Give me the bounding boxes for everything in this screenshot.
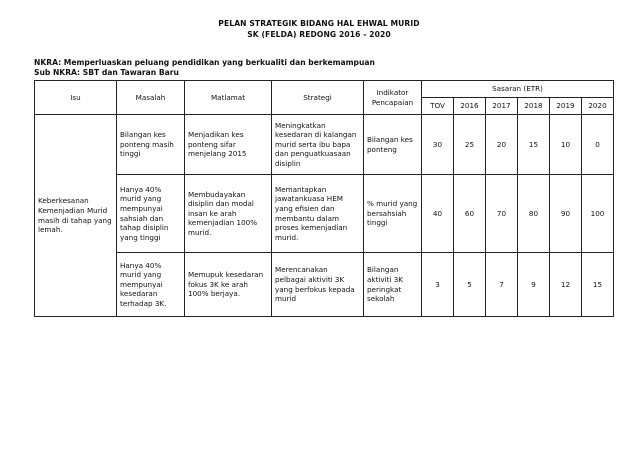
value-cell: 0 [582,115,614,175]
strategi-cell: Meningkatkan kesedaran di kalangan murid serta ibu bapa dan penguatkuasaan disiplin [272,115,364,175]
indikator-cell: Bilangan aktiviti 3K peringkat sekolah [364,253,422,317]
header-masalah: Masalah [117,81,185,115]
header-year: TOV [422,98,454,115]
document-title [0,18,638,40]
value-cell: 12 [550,253,582,317]
indikator-cell: Bilangan kes ponteng [364,115,422,175]
isu-cell: Keberkesanan Kemenjadian Murid masih di tahap yang lemah. [35,115,117,317]
masalah-cell: Hanya 40% murid yang mempunyai kesedaran terhadap 3K. [117,253,185,317]
header-matlamat: Matlamat [185,81,272,115]
value-cell: 15 [582,253,614,317]
sub-nkra-label: Sub NKRA: SBT dan Tawaran Baru [34,68,179,77]
value-cell: 60 [454,175,486,253]
value-cell: 15 [518,115,550,175]
header-year: 2016 [454,98,486,115]
value-cell: 5 [454,253,486,317]
value-cell: 90 [550,175,582,253]
header-year: 2017 [486,98,518,115]
value-cell: 70 [486,175,518,253]
strategic-plan-table [34,80,614,317]
value-cell: 100 [582,175,614,253]
strategi-cell: Memantapkan jawatankuasa HEM yang efisien dan membantu dalam proses kemenjadian murid. [272,175,364,253]
header-year: 2020 [582,98,614,115]
masalah-cell: Hanya 40% murid yang mempunyai sahsiah dan tahap disiplin yang tinggi [117,175,185,253]
value-cell: 40 [422,175,454,253]
matlamat-cell: Menjadikan kes ponteng sifar menjelang 2015 [185,115,272,175]
value-cell: 25 [454,115,486,175]
header-sasaran: Sasaran (ETR) [422,81,614,98]
value-cell: 30 [422,115,454,175]
title-line-2: SK (FELDA) REDONG 2016 - 2020 [247,30,391,39]
title-line-1: PELAN STRATEGIK BIDANG HAL EHWAL MURID [218,19,420,28]
masalah-cell: Bilangan kes ponteng masih tinggi [117,115,185,175]
header-isu: Isu [35,81,117,115]
strategi-cell: Merencanakan pelbagai aktiviti 3K yang berfokus kepada murid [272,253,364,317]
table-row [35,253,614,317]
value-cell: 7 [486,253,518,317]
value-cell: 9 [518,253,550,317]
value-cell: 3 [422,253,454,317]
header-year: 2018 [518,98,550,115]
indikator-cell: % murid yang bersahsiah tinggi [364,175,422,253]
value-cell: 20 [486,115,518,175]
header-year: 2019 [550,98,582,115]
value-cell: 10 [550,115,582,175]
table-row [35,175,614,253]
nkra-label: NKRA: Memperluaskan peluang pendidikan yang berkualiti dan berkemampuan [34,58,375,67]
value-cell: 80 [518,175,550,253]
table-row [35,115,614,175]
header-strategi: Strategi [272,81,364,115]
matlamat-cell: Memupuk kesedaran fokus 3K ke arah 100% berjaya. [185,253,272,317]
header-indikator: Indikator Pencapaian [364,81,422,115]
matlamat-cell: Membudayakan disiplin dan modal insan ke arah kemenjadian 100% murid. [185,175,272,253]
